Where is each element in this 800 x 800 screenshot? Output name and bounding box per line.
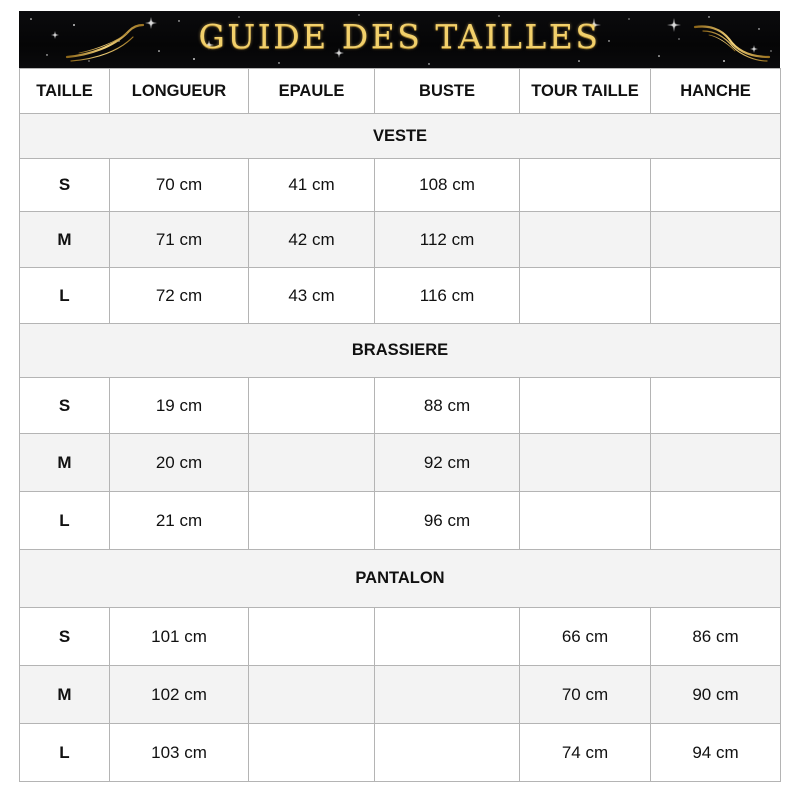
epaule-cell [249, 492, 375, 550]
size-cell: M [20, 666, 110, 724]
tour-taille-cell: 74 cm [520, 724, 651, 782]
size-cell: M [20, 434, 110, 492]
longueur-cell: 103 cm [110, 724, 249, 782]
header-epaule: EPAULE [249, 69, 375, 114]
size-cell: L [20, 268, 110, 324]
longueur-cell: 72 cm [110, 268, 249, 324]
buste-cell [375, 724, 520, 782]
table-row [20, 608, 781, 666]
hanche-cell [651, 378, 781, 434]
title-banner [19, 11, 780, 68]
size-cell: S [20, 608, 110, 666]
buste-cell: 108 cm [375, 159, 520, 212]
hanche-cell: 90 cm [651, 666, 781, 724]
longueur-cell: 19 cm [110, 378, 249, 434]
tour-taille-cell [520, 378, 651, 434]
tour-taille-cell: 66 cm [520, 608, 651, 666]
longueur-cell: 70 cm [110, 159, 249, 212]
hanche-cell [651, 212, 781, 268]
table-header-row [20, 69, 781, 114]
hanche-cell [651, 159, 781, 212]
section-row-brassiere [20, 324, 781, 378]
buste-cell: 112 cm [375, 212, 520, 268]
epaule-cell [249, 724, 375, 782]
table-row [20, 378, 781, 434]
hanche-cell [651, 268, 781, 324]
tour-taille-cell: 70 cm [520, 666, 651, 724]
tour-taille-cell [520, 492, 651, 550]
buste-cell: 88 cm [375, 378, 520, 434]
section-title: PANTALON [20, 550, 781, 608]
size-cell: S [20, 378, 110, 434]
longueur-cell: 71 cm [110, 212, 249, 268]
buste-cell: 92 cm [375, 434, 520, 492]
size-cell: L [20, 724, 110, 782]
hanche-cell: 94 cm [651, 724, 781, 782]
hanche-cell: 86 cm [651, 608, 781, 666]
tour-taille-cell [520, 212, 651, 268]
tour-taille-cell [520, 159, 651, 212]
table-row [20, 268, 781, 324]
epaule-cell [249, 434, 375, 492]
epaule-cell: 41 cm [249, 159, 375, 212]
longueur-cell: 20 cm [110, 434, 249, 492]
longueur-cell: 21 cm [110, 492, 249, 550]
hanche-cell [651, 434, 781, 492]
section-title: VESTE [20, 114, 781, 159]
epaule-cell [249, 608, 375, 666]
table-row [20, 724, 781, 782]
buste-cell: 116 cm [375, 268, 520, 324]
table-row [20, 434, 781, 492]
table-row [20, 666, 781, 724]
tour-taille-cell [520, 434, 651, 492]
section-title: BRASSIERE [20, 324, 781, 378]
size-guide-table [19, 68, 781, 782]
buste-cell [375, 608, 520, 666]
section-row-veste [20, 114, 781, 159]
epaule-cell: 42 cm [249, 212, 375, 268]
table-row [20, 492, 781, 550]
epaule-cell [249, 666, 375, 724]
header-buste: BUSTE [375, 69, 520, 114]
epaule-cell [249, 378, 375, 434]
longueur-cell: 101 cm [110, 608, 249, 666]
hanche-cell [651, 492, 781, 550]
tour-taille-cell [520, 268, 651, 324]
longueur-cell: 102 cm [110, 666, 249, 724]
header-longueur: LONGUEUR [110, 69, 249, 114]
section-row-pantalon [20, 550, 781, 608]
buste-cell: 96 cm [375, 492, 520, 550]
header-taille: TAILLE [20, 69, 110, 114]
page-title: GUIDE DES TAILLES [198, 17, 601, 56]
size-cell: S [20, 159, 110, 212]
table-row [20, 212, 781, 268]
table-row [20, 159, 781, 212]
size-cell: M [20, 212, 110, 268]
header-hanche: HANCHE [651, 69, 781, 114]
epaule-cell: 43 cm [249, 268, 375, 324]
header-tour-taille: TOUR TAILLE [520, 69, 651, 114]
buste-cell [375, 666, 520, 724]
size-cell: L [20, 492, 110, 550]
